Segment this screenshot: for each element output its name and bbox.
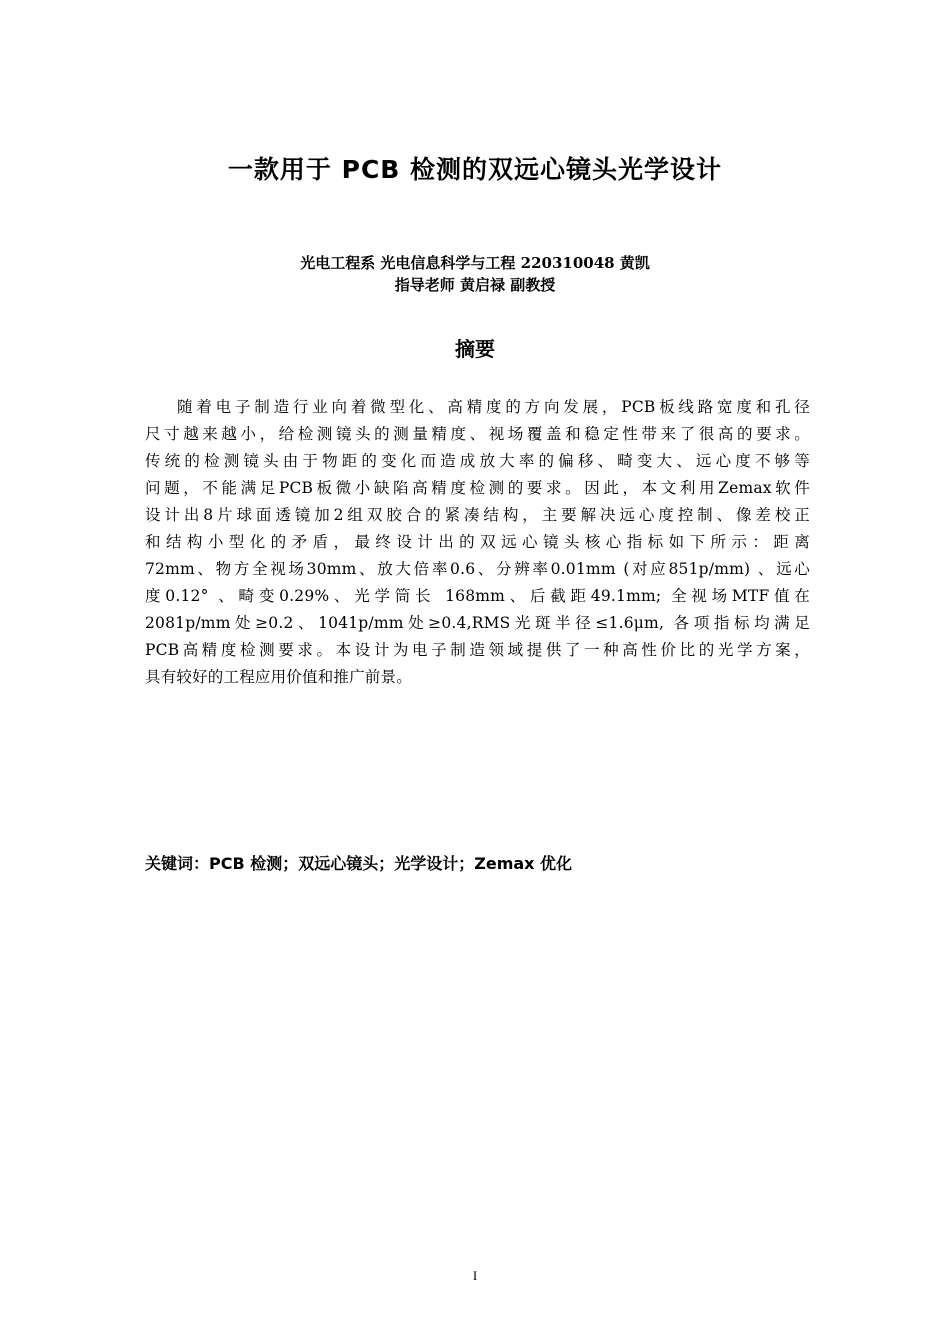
abstract-line: 2081p/mm处≥0.2、1041p/mm处≥0.4,RMS光斑半径≤1.6μm, 各项指标均满足: [145, 614, 810, 632]
advisor-info: 指导老师 黄启禄 副教授: [394, 276, 556, 294]
abstract-line: 和结构小型化的矛盾，最终设计出的双远心镜头核心指标如下所示：距离: [145, 533, 810, 551]
page-number: I: [472, 1268, 478, 1283]
abstract-heading: 摘要: [455, 337, 495, 361]
abstract-line: 72mm、物方全视场30mm、放大倍率0.6、分辨率0.01mm (对应851p/mm) 、远心: [145, 560, 810, 578]
abstract-line: 问题，不能满足PCB板微小缺陷高精度检测的要求。因此，本文利用Zemax软件: [145, 479, 810, 497]
author-info: 光电工程系 光电信息科学与工程 220310048 黄凯: [300, 254, 650, 272]
abstract-line: 度0.12° 、畸变0.29%、光学筒长 168mm、后截距49.1mm; 全视场MTF值在: [145, 587, 810, 605]
abstract-line: 随着电子制造行业向着微型化、高精度的方向发展，PCB板线路宽度和孔径: [177, 398, 810, 416]
abstract-line: 设计出8片球面透镜加2组双胶合的紧凑结构，主要解决远心度控制、像差校正: [145, 506, 810, 524]
keywords-line: 关键词：PCB 检测；双远心镜头；光学设计；Zemax 优化: [145, 854, 573, 873]
abstract-line: 尺寸越来越小，给检测镜头的测量精度、视场覆盖和稳定性带来了很高的要求。: [145, 425, 810, 443]
abstract-body: [145, 394, 810, 691]
document-title: 一款用于 PCB 检测的双远心镜头光学设计: [227, 155, 723, 184]
abstract-line: PCB高精度检测要求。本设计为电子制造领域提供了一种高性价比的光学方案，: [145, 641, 810, 659]
abstract-line: 传统的检测镜头由于物距的变化而造成放大率的偏移、畸变大、远心度不够等: [145, 452, 810, 470]
abstract-line: 具有较好的工程应用价值和推广前景。: [145, 668, 412, 686]
